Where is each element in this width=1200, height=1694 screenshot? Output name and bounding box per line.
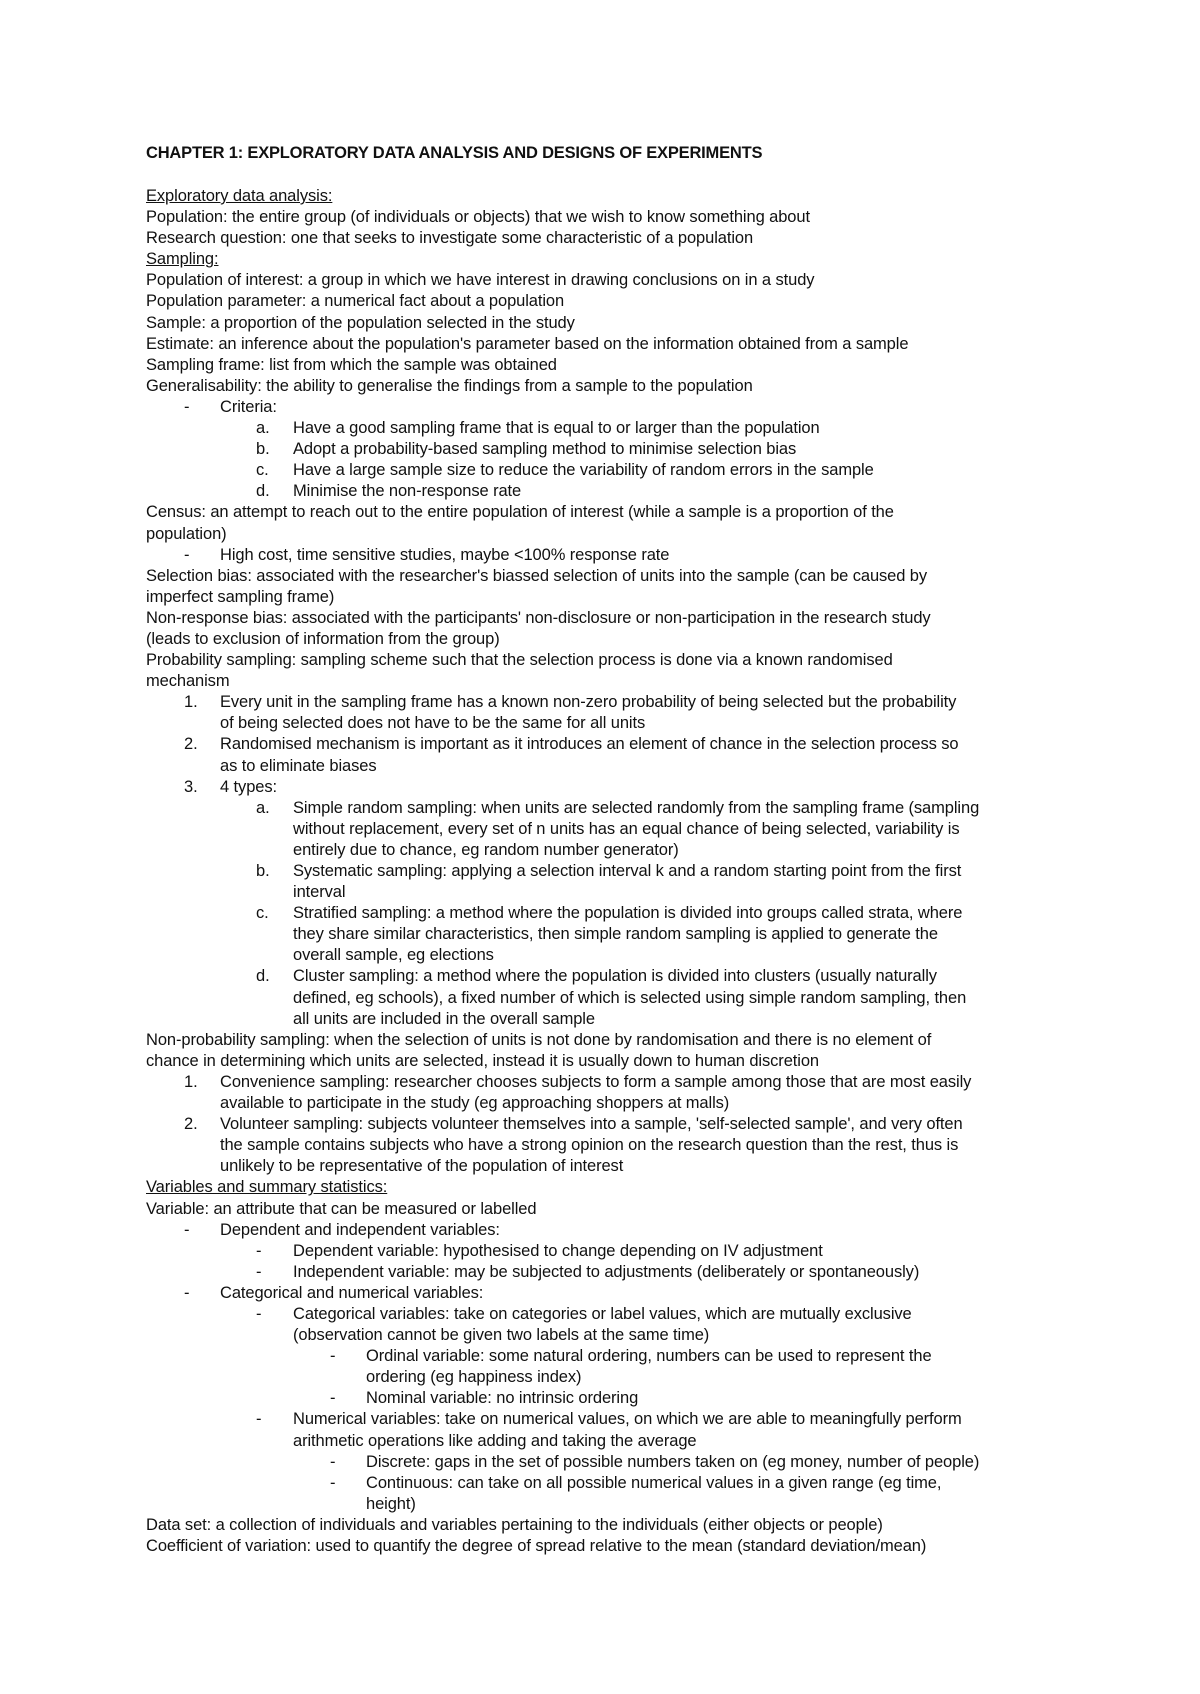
list-item-text: Minimise the non-response rate <box>293 482 522 501</box>
list-item-text: 4 types: <box>220 777 277 796</box>
list-marker: d. <box>256 482 270 501</box>
list-item <box>146 1072 1066 1093</box>
list-item-continuation <box>146 840 1066 861</box>
list-item-continuation <box>146 1494 1066 1515</box>
list-item <box>146 439 1066 460</box>
paragraph-line: Research question: one that seeks to investigate some characteristic of a population <box>146 229 754 248</box>
bullet-dash: - <box>184 1220 190 1239</box>
list-marker: c. <box>256 904 269 923</box>
paragraph-line: Coefficient of variation: used to quantify the degree of spread relative to the mean (standard deviation/mean) <box>146 1537 927 1555</box>
list-item-continuation <box>146 882 1066 903</box>
list-item-continuation <box>146 945 1066 966</box>
list-item-continuation <box>146 819 1066 840</box>
paragraph-line: Probability sampling: sampling scheme such that the selection process is done via a known randomised <box>146 651 893 670</box>
list-item-text: Systematic sampling: applying a selection interval k and a random starting point from the first <box>293 862 962 880</box>
list-item-continuation <box>146 1093 1066 1114</box>
list-item-text: entirely due to chance, eg random number generator) <box>293 840 679 859</box>
list-item-text: interval <box>293 883 346 902</box>
list-item-text: Ordinal variable: some natural ordering, numbers can be used to represent the <box>366 1347 932 1366</box>
list-item <box>146 798 1066 819</box>
paragraph-line: Data set: a collection of individuals and variables pertaining to the individuals (either objects or people) <box>146 1515 883 1534</box>
paragraph-line: Selection bias: associated with the researcher's biassed selection of units into the sample (can be caused by <box>146 566 928 585</box>
list-item-text: available to participate in the study (eg approaching shoppers at malls) <box>220 1094 730 1113</box>
list-item <box>146 1409 1066 1430</box>
list-item-continuation <box>146 988 1066 1009</box>
list-item <box>146 1220 1066 1241</box>
list-marker: c. <box>256 461 269 480</box>
paragraph-line: Estimate: an inference about the population's parameter based on the information obtained from a sample <box>146 334 909 353</box>
bullet-dash: - <box>184 545 190 564</box>
list-item <box>146 1304 1066 1325</box>
bullet-dash: - <box>330 1389 336 1408</box>
paragraph-line: Census: an attempt to reach out to the entire population of interest (while a sample is a proportion of the <box>146 503 894 522</box>
list-item-text: Every unit in the sampling frame has a known non-zero probability of being selected but the probability <box>220 693 957 712</box>
list-item <box>146 1473 1066 1494</box>
paragraph-line: Population: the entire group (of individuals or objects) that we wish to know something about <box>146 208 810 227</box>
list-item <box>146 418 1066 439</box>
list-item-text: defined, eg schools), a fixed number of which is selected using simple random sampling, then <box>293 988 967 1007</box>
list-item-text: Have a good sampling frame that is equal to or larger than the population <box>293 419 820 438</box>
list-marker: 3. <box>184 777 198 796</box>
list-item <box>146 1452 1066 1473</box>
paragraph-line: Generalisability: the ability to generalise the findings from a sample to the population <box>146 376 753 395</box>
section-heading: Exploratory data analysis: <box>146 187 333 205</box>
list-item <box>146 903 1066 924</box>
list-item-text: Criteria: <box>220 397 277 416</box>
paragraph-line: imperfect sampling frame) <box>146 587 335 606</box>
list-item <box>146 861 1066 882</box>
list-item-text: Dependent and independent variables: <box>220 1220 500 1239</box>
list-item <box>146 1388 1066 1409</box>
bullet-dash: - <box>330 1473 336 1492</box>
list-item <box>146 1114 1066 1135</box>
list-item-text: Categorical variables: take on categories or label values, which are mutually exclusive <box>293 1304 912 1323</box>
list-item-text: arithmetic operations like adding and taking the average <box>293 1431 697 1450</box>
bullet-dash: - <box>330 1452 336 1471</box>
paragraph-line: (leads to exclusion of information from the group) <box>146 629 500 648</box>
list-marker: a. <box>256 798 270 817</box>
list-item <box>146 1346 1066 1367</box>
paragraph-line: population) <box>146 524 227 543</box>
list-marker: d. <box>256 967 270 986</box>
list-item-continuation <box>146 756 1066 777</box>
list-item-text: High cost, time sensitive studies, maybe <100% response rate <box>220 545 670 564</box>
list-marker: 2. <box>184 735 198 754</box>
list-item-text: Have a large sample size to reduce the variability of random errors in the sample <box>293 461 874 480</box>
list-item-text: ordering (eg happiness index) <box>366 1368 582 1387</box>
list-item <box>146 777 1066 798</box>
bullet-dash: - <box>256 1304 262 1323</box>
paragraph-line: Population parameter: a numerical fact about a population <box>146 292 565 311</box>
list-item-text: Stratified sampling: a method where the population is divided into groups called strata, where <box>293 904 963 923</box>
list-item-text: Nominal variable: no intrinsic ordering <box>366 1389 639 1408</box>
list-item-text: Volunteer sampling: subjects volunteer themselves into a sample, 'self-selected sample', and very often <box>220 1115 963 1134</box>
list-item <box>146 481 1066 502</box>
list-item <box>146 545 1066 566</box>
list-item-continuation <box>146 1431 1066 1452</box>
list-item <box>146 460 1066 481</box>
list-item-text: of being selected does not have to be the same for all units <box>220 714 646 733</box>
bullet-dash: - <box>256 1262 262 1281</box>
paragraph-line: Sample: a proportion of the population selected in the study <box>146 313 575 332</box>
list-item-text: all units are included in the overall sample <box>293 1009 595 1028</box>
document-body <box>146 186 1066 1557</box>
list-item-text: Randomised mechanism is important as it introduces an element of chance in the selection process so <box>220 735 959 754</box>
list-item-text: Categorical and numerical variables: <box>220 1283 484 1302</box>
paragraph-line: Population of interest: a group in which we have interest in drawing conclusions on in a study <box>146 271 815 290</box>
paragraph-line: chance in determining which units are selected, instead it is usually down to human discretion <box>146 1051 819 1070</box>
list-item-text: Continuous: can take on all possible numerical values in a given range (eg time, <box>366 1473 942 1492</box>
list-marker: b. <box>256 862 270 880</box>
list-item-text: Numerical variables: take on numerical values, on which we are able to meaningfully perform <box>293 1410 962 1429</box>
list-item-continuation <box>146 924 1066 945</box>
list-item-text: (observation cannot be given two labels at the same time) <box>293 1326 710 1345</box>
bullet-dash: - <box>184 397 190 416</box>
bullet-dash: - <box>184 1283 190 1302</box>
list-item-text: Discrete: gaps in the set of possible numbers taken on (eg money, number of people) <box>366 1452 980 1471</box>
bullet-dash: - <box>256 1410 262 1429</box>
list-item-text: Independent variable: may be subjected to adjustments (deliberately or spontaneously) <box>293 1262 920 1281</box>
list-item-text: as to eliminate biases <box>220 756 377 775</box>
list-marker: b. <box>256 440 270 459</box>
paragraph-line: Non-probability sampling: when the selection of units is not done by randomisation and there is no element of <box>146 1030 932 1049</box>
list-item-text: overall sample, eg elections <box>293 946 494 965</box>
list-item-continuation <box>146 1325 1066 1346</box>
list-item-text: Convenience sampling: researcher chooses subjects to form a sample among those that are most easily <box>220 1072 972 1091</box>
list-item <box>146 734 1066 755</box>
list-item <box>146 1283 1066 1304</box>
list-item-text: Cluster sampling: a method where the population is divided into clusters (usually naturally <box>293 967 937 986</box>
paragraph-line: Variable: an attribute that can be measured or labelled <box>146 1199 537 1218</box>
list-item-continuation <box>146 713 1066 734</box>
list-item-continuation <box>146 1367 1066 1388</box>
list-item-continuation <box>146 1135 1066 1156</box>
bullet-dash: - <box>330 1347 336 1366</box>
list-marker: a. <box>256 419 270 438</box>
list-marker: 2. <box>184 1115 198 1134</box>
section-heading: Sampling: <box>146 250 219 269</box>
paragraph-line: Sampling frame: list from which the sample was obtained <box>146 355 557 374</box>
list-item <box>146 966 1066 987</box>
list-marker: 1. <box>184 1072 198 1091</box>
list-item-continuation <box>146 1009 1066 1030</box>
list-item <box>146 692 1066 713</box>
list-item <box>146 1241 1066 1262</box>
page-title: CHAPTER 1: EXPLORATORY DATA ANALYSIS AND DESIGNS OF EXPERIMENTS <box>146 144 763 162</box>
list-item-text: unlikely to be representative of the population of interest <box>220 1157 624 1176</box>
list-item-text: the sample contains subjects who have a strong opinion on the research question than the rest, thus is <box>220 1136 959 1155</box>
list-marker: 1. <box>184 693 198 712</box>
list-item <box>146 1262 1066 1283</box>
list-item-text: Adopt a probability-based sampling method to minimise selection bias <box>293 440 797 459</box>
paragraph-line: Non-response bias: associated with the participants' non-disclosure or non-participation in the research study <box>146 608 931 627</box>
list-item-text: height) <box>366 1494 416 1513</box>
bullet-dash: - <box>256 1241 262 1260</box>
list-item-continuation <box>146 1156 1066 1177</box>
list-item-text: Simple random sampling: when units are selected randomly from the sampling frame (sampling <box>293 798 980 817</box>
list-item <box>146 397 1066 418</box>
list-item-text: they share similar characteristics, then simple random sampling is applied to generate the <box>293 925 938 944</box>
list-item-text: Dependent variable: hypothesised to change depending on IV adjustment <box>293 1241 823 1260</box>
section-heading: Variables and summary statistics: <box>146 1178 388 1197</box>
paragraph-line: mechanism <box>146 672 230 691</box>
list-item-text: without replacement, every set of n units has an equal chance of being selected, variability is <box>293 819 960 838</box>
